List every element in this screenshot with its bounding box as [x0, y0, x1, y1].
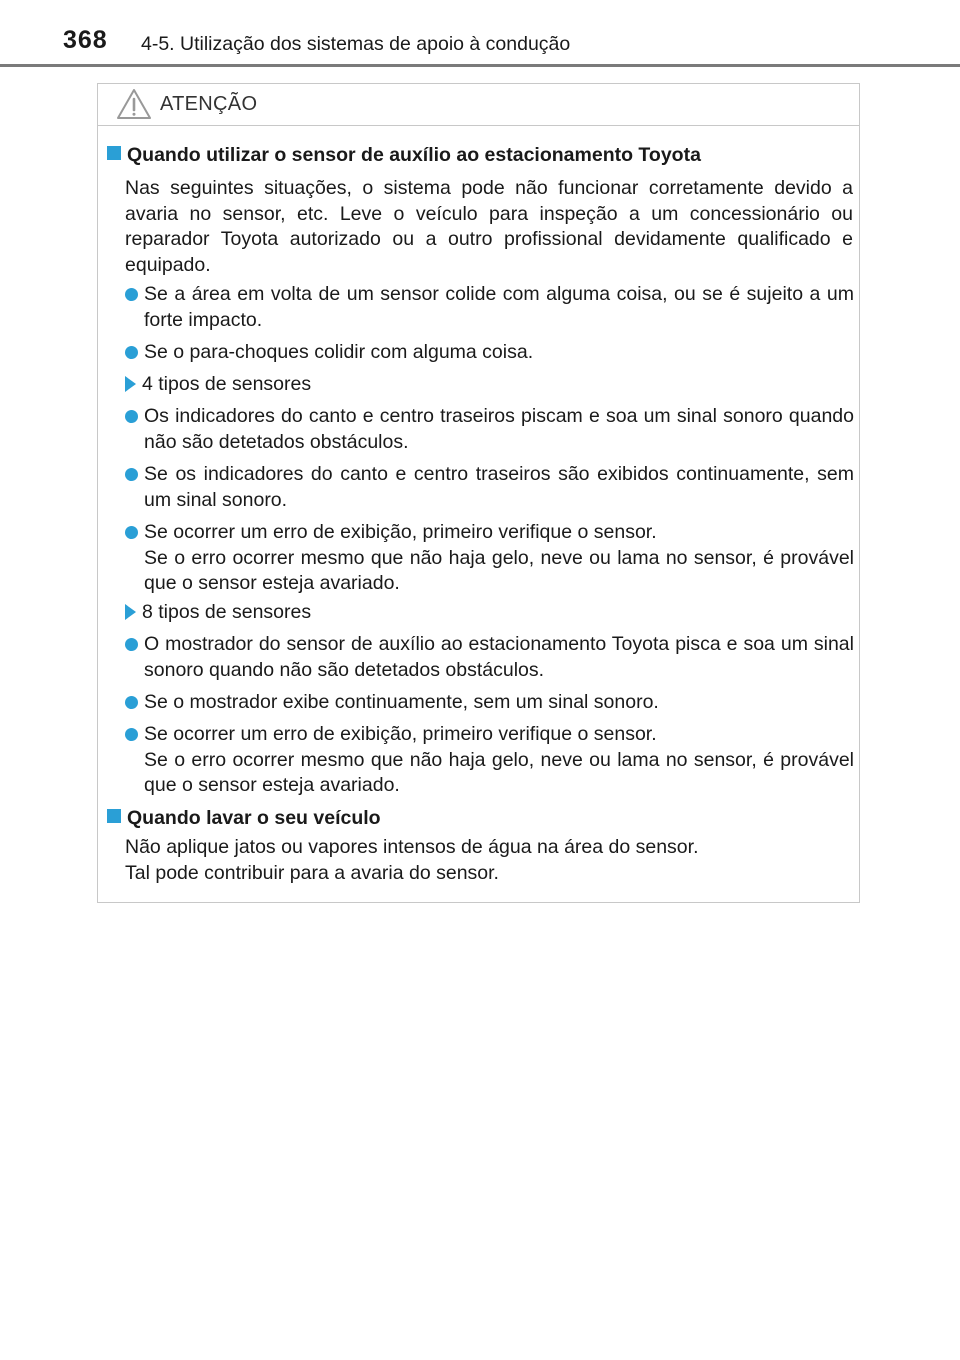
- list-item: [125, 690, 854, 716]
- warning-title: ATENÇÃO: [160, 93, 258, 115]
- header-rule: [0, 64, 960, 67]
- heading-text: Quando utilizar o sensor de auxílio ao estacionamento Toyota: [127, 144, 701, 166]
- bullet-text: O mostrador do sensor de auxílio ao estacionamento Toyota pisca e soa um sinal sonoro quando não são detetados obstáculos.: [144, 633, 854, 681]
- subheading-4-sensors: [125, 372, 311, 398]
- bullet-line: Se ocorrer um erro de exibição, primeiro verifique o sensor.: [144, 723, 657, 745]
- circle-bullet-icon: [125, 526, 138, 539]
- triangle-arrow-icon: [125, 604, 136, 620]
- bullet-text: Os indicadores do canto e centro traseiros piscam e soa um sinal sonoro quando não são detetados obstáculos.: [144, 405, 854, 453]
- list-item: [125, 282, 854, 333]
- triangle-arrow-icon: [125, 376, 136, 392]
- bullet-line: Se o erro ocorrer mesmo que não haja gelo, neve ou lama no sensor, é provável que o sensor esteja avariado.: [144, 748, 854, 796]
- square-bullet-icon: [107, 146, 121, 160]
- circle-bullet-icon: [125, 410, 138, 423]
- list-item: [125, 462, 854, 513]
- list-item: [125, 632, 854, 683]
- circle-bullet-icon: [125, 288, 138, 301]
- bullet-line: Se ocorrer um erro de exibição, primeiro verifique o sensor.: [144, 521, 657, 543]
- warning-box: [97, 83, 860, 903]
- subheading-text: 4 tipos de sensores: [142, 373, 312, 395]
- list-item: [125, 340, 854, 366]
- intro-paragraph: Nas seguintes situações, o sistema pode não funcionar corretamente devido a avaria no sensor, etc. Leve o veículo para inspeção a um concessionário ou reparador Toyota autorizado ou a outro profissional devidamente qualificado e equipado.: [125, 177, 853, 276]
- subheading-8-sensors: [125, 600, 311, 626]
- circle-bullet-icon: [125, 728, 138, 741]
- washing-text-line: Tal pode contribuir para a avaria do sensor.: [125, 862, 499, 884]
- bullet-text: [144, 722, 854, 799]
- circle-bullet-icon: [125, 346, 138, 359]
- bullet-text: Se a área em volta de um sensor colide com alguma coisa, ou se é sujeito a um forte impacto.: [144, 283, 854, 331]
- warning-triangle-icon: [116, 88, 152, 120]
- section-title: 4-5. Utilização dos sistemas de apoio à condução: [141, 33, 571, 55]
- list-item: [125, 520, 854, 597]
- bullet-text: Se o mostrador exibe continuamente, sem um sinal sonoro.: [144, 691, 659, 713]
- subheading-text: 8 tipos de sensores: [142, 601, 312, 623]
- bullet-text: [144, 520, 854, 597]
- circle-bullet-icon: [125, 468, 138, 481]
- bullet-text: Se o para-choques colidir com alguma coisa.: [144, 341, 534, 363]
- circle-bullet-icon: [125, 638, 138, 651]
- circle-bullet-icon: [125, 696, 138, 709]
- bullet-line: Se o erro ocorrer mesmo que não haja gelo, neve ou lama no sensor, é provável que o sensor esteja avariado.: [144, 546, 854, 594]
- bullet-text: Se os indicadores do canto e centro traseiros são exibidos continuamente, sem um sinal sonoro.: [144, 463, 854, 511]
- square-bullet-icon: [107, 809, 121, 823]
- washing-text-line: Não aplique jatos ou vapores intensos de água na área do sensor.: [125, 836, 699, 858]
- page-number: 368: [63, 26, 108, 54]
- section-heading-parking-sensor: [107, 144, 701, 167]
- list-item: [125, 404, 854, 455]
- section-heading-washing: [107, 807, 381, 830]
- heading-text: Quando lavar o seu veículo: [127, 807, 381, 829]
- warning-header: [98, 84, 859, 126]
- list-item: [125, 722, 854, 799]
